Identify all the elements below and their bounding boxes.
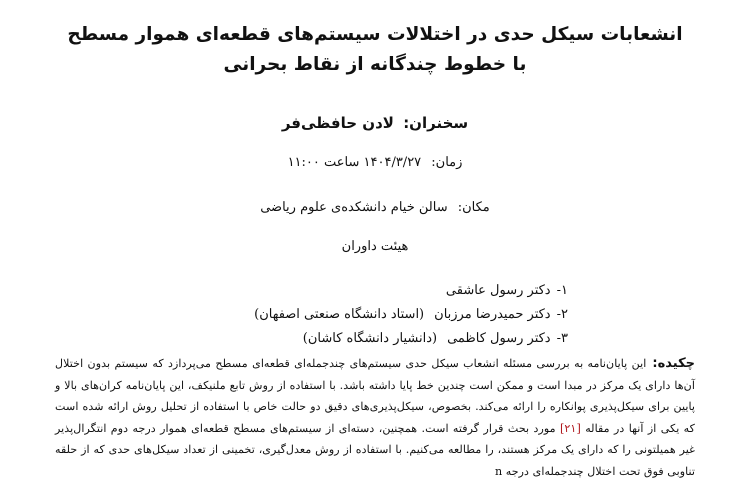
speaker-line bbox=[0, 114, 750, 132]
speaker-name: لادن حافظی‌فر bbox=[281, 114, 394, 132]
member-affiliation: (دانشیار دانشگاه کاشان) bbox=[302, 331, 438, 346]
member-name: دکتر رسول کاظمی bbox=[447, 331, 551, 346]
abstract-heading: چکیده: bbox=[652, 356, 695, 371]
committee-list bbox=[254, 279, 568, 351]
place-value: سالن خیام دانشکده‌ی علوم ریاضی bbox=[260, 200, 448, 215]
abstract-paragraph bbox=[55, 353, 695, 482]
speaker-label: سخنران: bbox=[403, 114, 469, 132]
member-number: ۳- bbox=[556, 331, 568, 346]
place-line bbox=[0, 200, 750, 215]
place-label: مکان: bbox=[457, 200, 490, 215]
member-name: دکتر رسول عاشقی bbox=[445, 283, 551, 298]
page-title: انشعابات سیکل حدی در اختلالات سیستم‌های قطعه‌ای هموار مسطح با خطوط چندگانه از نقاط بحرانی bbox=[67, 24, 683, 75]
time-value: ۱۴۰۴/۳/۲۷ ساعت ۱۱:۰۰ bbox=[287, 155, 422, 170]
member-affiliation: (استاد دانشگاه صنعتی اصفهان) bbox=[254, 307, 425, 322]
abstract-text-part2: مورد بحث قرار گرفته است. همچنین، دسته‌ای از سیستم‌های مسطح قطعه‌ای هموار درجه دوم انتگرال‌پذیر غیر همیلتونی را که دارای یک مرکز هستند، را مطالعه می‌کنیم. با استفاده از روش معدل‌گیری، تخمینی از تعداد سیکل‌های حدی که از حلقه تناوبی فوق تحت اختلال چندجمله‌ای درجه n bbox=[55, 421, 695, 478]
member-number: ۱- bbox=[556, 283, 568, 298]
committee-member bbox=[254, 327, 568, 351]
committee-member bbox=[254, 303, 568, 327]
abstract-text-part1: این پایان‌نامه به بررسی مسئله انشعاب سیکل حدی سیستم‌های چندجمله‌ای قطعه‌ای مسطح می‌پردازد که سیستم بدون اختلال آن‌ها دارای یک مرکز در مبدا است و ممکن است چندین خط پایا داشته باشد. با استفاده از روش تابع ملنیکف، این پایان‌نامه کران‌های بالا و پایین برای سیکل‌پذیری پوانکاره را ارائه می‌کند. بخصوص، سیکل‌پذیری‌های دقیق دو حالت خاص با استفاده از تحلیل روش ارائه شده است که یکی از آنها در مقاله bbox=[55, 357, 696, 435]
committee-member bbox=[254, 279, 568, 303]
time-line bbox=[0, 155, 750, 170]
jury-heading: هیئت داوران bbox=[341, 239, 409, 254]
citation-link[interactable]: [۲۱] bbox=[560, 421, 581, 435]
member-name: دکتر حمیدرضا مرزبان bbox=[434, 307, 551, 322]
time-label: زمان: bbox=[431, 155, 463, 170]
member-number: ۲- bbox=[556, 307, 568, 322]
